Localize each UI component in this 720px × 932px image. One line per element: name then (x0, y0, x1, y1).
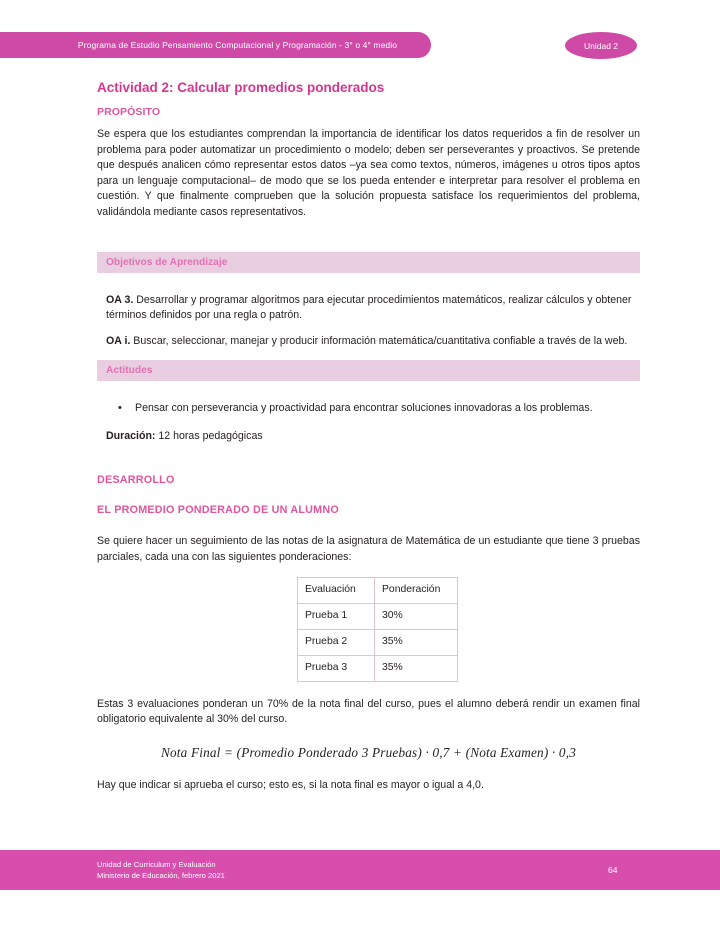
spacer (97, 284, 640, 293)
desarrollo-closing-paragraph: Hay que indicar si aprueba el curso; esto es, si la nota final es mayor o igual a 4,0. (97, 778, 484, 791)
table-cell: 35% (375, 655, 458, 681)
duracion-label: Duración: (106, 429, 156, 442)
spacer (97, 444, 640, 474)
actitudes-list (97, 401, 640, 417)
objetivos-section-label: Objetivos de Aprendizaje (106, 256, 228, 268)
table-cell: Prueba 3 (298, 655, 375, 681)
ponderaciones-table-wrap (97, 577, 640, 682)
table-header-row (298, 577, 458, 603)
page-number: 64 (608, 865, 618, 875)
table-header-cell: Evaluación (298, 577, 375, 603)
table-cell: 35% (375, 629, 458, 655)
table-row (298, 629, 458, 655)
actitudes-section-label: Actitudes (106, 365, 153, 377)
ponderaciones-table (297, 577, 458, 682)
desarrollo-after-table-paragraph: Estas 3 evaluaciones ponderan un 70% de la nota final del curso, pues el alumno deberá rendir un examen final obligatorio equivalente al 30% del curso. (97, 697, 640, 726)
objetivo-item (97, 293, 640, 324)
desarrollo-heading: DESARROLLO (97, 474, 175, 487)
footer-band (0, 850, 720, 890)
spacer (97, 392, 640, 401)
table-cell: Prueba 2 (298, 629, 375, 655)
desarrollo-intro-paragraph: Se quiere hacer un seguimiento de las notas de la asignatura de Matemática de un estudiante que tiene 3 pruebas parciales, cada una con las siguientes ponderaciones: (97, 535, 640, 563)
header-band-label: Programa de Estudio Pensamiento Computacional y Programación - 3° o 4° medio (77, 40, 398, 50)
objetivo-text: Desarrollar y programar algoritmos para ejecutar procedimientos matemáticos, realizar cálculos y obtener términos definidos por una regla o patrón. (106, 293, 632, 322)
table-row (298, 603, 458, 629)
header-band (0, 32, 431, 58)
table-header-cell: Ponderación (375, 577, 458, 603)
desarrollo-subheading: EL PROMEDIO PONDERADO DE UN ALUMNO (97, 504, 339, 517)
table-cell: Prueba 1 (298, 603, 375, 629)
objetivos-section-bar (97, 252, 640, 273)
spacer (97, 682, 640, 697)
objetivo-item (97, 334, 640, 350)
objetivo-code: OA 3. (106, 293, 134, 306)
nota-final-formula: Nota Final = (Promedio Ponderado 3 Pruebas) · 0,7 + (Nota Examen) · 0,3 (161, 744, 576, 760)
actitudes-section-bar (97, 360, 640, 381)
duracion-value: 12 horas pedagógicas (155, 429, 263, 442)
objetivo-code: OA i. (106, 334, 131, 347)
table-row (298, 655, 458, 681)
spacer (97, 232, 640, 241)
table-cell: 30% (375, 603, 458, 629)
unit-badge-label: Unidad 2 (583, 40, 619, 51)
duracion-line (97, 429, 640, 445)
footer-line-1: Unidad de Curriculum y Evaluación (97, 860, 216, 869)
objetivo-text: Buscar, seleccionar, manejar y producir información matemática/cuantitativa confiable a través de la web. (130, 334, 628, 347)
footer-line-2: Ministerio de Educación, febrero 2021 (97, 871, 225, 880)
list-item: • Pensar con perseverancia y proactividad para encontrar soluciones innovadoras a los problemas. (135, 401, 640, 417)
page-content (97, 80, 640, 804)
unit-badge (565, 32, 637, 59)
proposito-heading: PROPÓSITO (97, 106, 161, 119)
proposito-paragraph: Se espera que los estudiantes comprendan la importancia de identificar los datos requeridos a fin de resolver un problema para poder automatizar un procedimiento o modelo; deben ser perseverantes y proactivos. Se pretende que después analicen cómo representar estos datos –ya sea como textos, números, imágenes u otros tipos aptos para un lenguaje computacional– de modo que se los pueda entender e interpretar para resolver el problema en cuestión. Y que finalmente comprueben que la solución propuesta satisface los requerimientos del problema, validándola mediante casos representativos. (97, 128, 640, 218)
footer-credits (97, 859, 225, 881)
page-title: Actividad 2: Calcular promedios ponderados (97, 80, 385, 95)
